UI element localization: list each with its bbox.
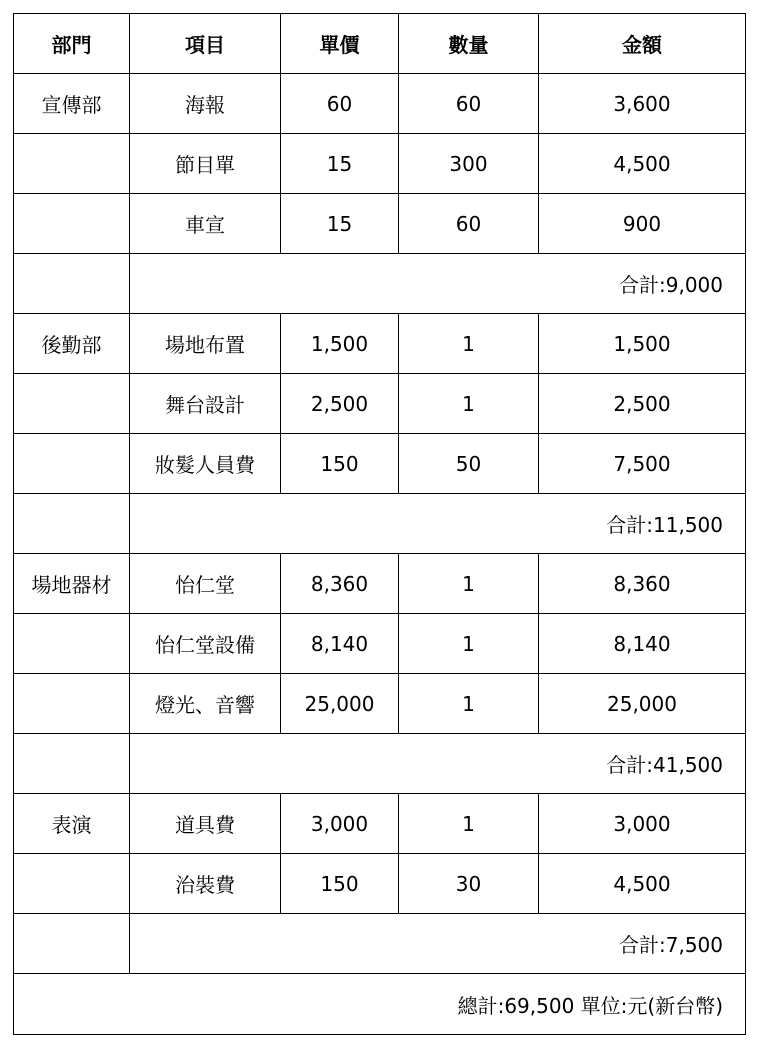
subtotal-cell: 合計:41,500	[130, 734, 746, 794]
cell-dept	[14, 434, 130, 494]
table-row	[14, 854, 746, 914]
cell-amount: 8,140	[539, 614, 746, 674]
cell-qty: 1	[399, 314, 539, 374]
table-row	[14, 134, 746, 194]
cell-qty: 1	[399, 374, 539, 434]
cell-qty: 60	[399, 74, 539, 134]
table-row	[14, 194, 746, 254]
subtotal-row	[14, 734, 746, 794]
cell-price: 150	[281, 854, 399, 914]
table-row	[14, 374, 746, 434]
cell-amount: 900	[539, 194, 746, 254]
budget-table	[13, 13, 746, 1035]
table-row	[14, 74, 746, 134]
cell-empty	[14, 914, 130, 974]
cell-price: 15	[281, 194, 399, 254]
cell-dept	[14, 134, 130, 194]
cell-empty	[14, 494, 130, 554]
cell-price: 8,360	[281, 554, 399, 614]
cell-amount: 7,500	[539, 434, 746, 494]
cell-qty: 30	[399, 854, 539, 914]
cell-item: 舞台設計	[130, 374, 281, 434]
cell-price: 15	[281, 134, 399, 194]
table-row	[14, 674, 746, 734]
header-qty: 數量	[399, 14, 539, 74]
subtotal-cell: 合計:11,500	[130, 494, 746, 554]
cell-amount: 4,500	[539, 134, 746, 194]
subtotal-row	[14, 914, 746, 974]
cell-item: 道具費	[130, 794, 281, 854]
table-row	[14, 314, 746, 374]
cell-item: 怡仁堂	[130, 554, 281, 614]
table-row	[14, 434, 746, 494]
cell-empty	[14, 734, 130, 794]
table-row	[14, 554, 746, 614]
cell-dept	[14, 674, 130, 734]
cell-item: 海報	[130, 74, 281, 134]
cell-qty: 50	[399, 434, 539, 494]
cell-amount: 1,500	[539, 314, 746, 374]
cell-qty: 60	[399, 194, 539, 254]
cell-qty: 300	[399, 134, 539, 194]
cell-item: 燈光、音響	[130, 674, 281, 734]
header-price: 單價	[281, 14, 399, 74]
cell-price: 8,140	[281, 614, 399, 674]
cell-amount: 3,600	[539, 74, 746, 134]
cell-price: 150	[281, 434, 399, 494]
cell-amount: 3,000	[539, 794, 746, 854]
cell-amount: 25,000	[539, 674, 746, 734]
cell-amount: 4,500	[539, 854, 746, 914]
cell-item: 治裝費	[130, 854, 281, 914]
cell-qty: 1	[399, 674, 539, 734]
header-item: 項目	[130, 14, 281, 74]
cell-qty: 1	[399, 554, 539, 614]
subtotal-row	[14, 494, 746, 554]
cell-item: 怡仁堂設備	[130, 614, 281, 674]
header-amount: 金額	[539, 14, 746, 74]
cell-item: 車宣	[130, 194, 281, 254]
cell-dept: 場地器材	[14, 554, 130, 614]
cell-price: 1,500	[281, 314, 399, 374]
cell-dept: 後勤部	[14, 314, 130, 374]
cell-qty: 1	[399, 794, 539, 854]
table-row	[14, 614, 746, 674]
cell-dept	[14, 194, 130, 254]
subtotal-cell: 合計:7,500	[130, 914, 746, 974]
cell-item: 節目單	[130, 134, 281, 194]
cell-empty	[14, 254, 130, 314]
cell-dept	[14, 614, 130, 674]
table-row	[14, 794, 746, 854]
cell-price: 60	[281, 74, 399, 134]
cell-amount: 2,500	[539, 374, 746, 434]
cell-price: 2,500	[281, 374, 399, 434]
cell-price: 25,000	[281, 674, 399, 734]
cell-amount: 8,360	[539, 554, 746, 614]
cell-price: 3,000	[281, 794, 399, 854]
cell-dept: 表演	[14, 794, 130, 854]
cell-dept: 宣傳部	[14, 74, 130, 134]
header-row	[14, 14, 746, 74]
subtotal-row	[14, 254, 746, 314]
header-dept: 部門	[14, 14, 130, 74]
subtotal-cell: 合計:9,000	[130, 254, 746, 314]
cell-item: 妝髮人員費	[130, 434, 281, 494]
total-row	[14, 974, 746, 1035]
cell-dept	[14, 374, 130, 434]
grand-total-cell: 總計:69,500 單位:元(新台幣)	[14, 974, 746, 1035]
cell-dept	[14, 854, 130, 914]
cell-item: 場地布置	[130, 314, 281, 374]
cell-qty: 1	[399, 614, 539, 674]
